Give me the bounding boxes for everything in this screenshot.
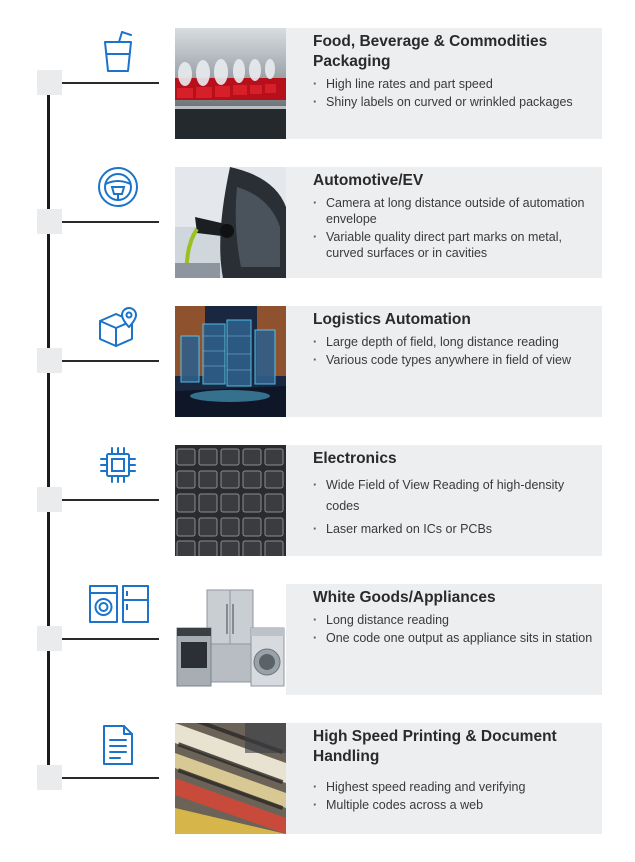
industry-card xyxy=(286,584,602,695)
automotive-ev-photo xyxy=(175,167,286,278)
timeline-node xyxy=(37,487,62,512)
industry-row-food xyxy=(0,28,635,140)
industry-card xyxy=(286,306,602,417)
bullet-item: · Various code types anywhere in field of view xyxy=(312,352,597,368)
bullet-list xyxy=(312,475,597,542)
bullet-item: · High line rates and part speed xyxy=(312,76,597,92)
steering-wheel-icon xyxy=(86,164,150,210)
washer-fridge-icon xyxy=(84,581,154,627)
bullet-list xyxy=(312,334,597,370)
industry-title: High Speed Printing & Document Handling xyxy=(313,728,557,765)
bullet-list xyxy=(312,76,597,112)
document-icon xyxy=(86,722,150,768)
industry-card xyxy=(286,445,602,556)
industry-card xyxy=(286,28,602,139)
industry-card xyxy=(286,167,602,278)
bullet-item: · Large depth of field, long distance reading xyxy=(312,334,597,350)
electronics-photo xyxy=(175,445,286,556)
timeline-node xyxy=(37,626,62,651)
industry-title: White Goods/Appliances xyxy=(313,589,496,606)
industry-row-printing xyxy=(0,723,635,835)
industry-title: Automotive/EV xyxy=(313,172,424,189)
package-location-icon xyxy=(86,304,150,350)
industry-row-white-goods xyxy=(0,584,635,696)
connector-line xyxy=(62,638,159,640)
industry-row-logistics xyxy=(0,306,635,418)
bullet-list xyxy=(312,779,597,815)
bullet-item: · Camera at long distance outside of automation envelope xyxy=(312,195,597,227)
white-goods-appliances-photo xyxy=(175,584,286,695)
food-packaging-photo xyxy=(175,28,286,139)
industry-title: Electronics xyxy=(313,450,397,467)
bullet-item: · Variable quality direct part marks on metal, curved surfaces or in cavities xyxy=(312,229,597,261)
bullet-item: · One code one output as appliance sits in station xyxy=(312,630,597,646)
bullet-list xyxy=(312,612,597,648)
printing-document-photo xyxy=(175,723,286,834)
industry-row-automotive xyxy=(0,167,635,279)
connector-line xyxy=(62,221,159,223)
cup-icon xyxy=(86,29,150,75)
timeline-node xyxy=(37,348,62,373)
timeline-node xyxy=(37,70,62,95)
bullet-item: · Long distance reading xyxy=(312,612,597,628)
industry-card xyxy=(286,723,602,834)
bullet-item: · Wide Field of View Reading of high-density codes xyxy=(312,475,597,517)
industry-row-electronics xyxy=(0,445,635,557)
bullet-item: · Multiple codes across a web xyxy=(312,797,597,813)
bullet-item: · Highest speed reading and verifying xyxy=(312,779,597,795)
bullet-item: · Laser marked on ICs or PCBs xyxy=(312,519,597,540)
industry-title: Logistics Automation xyxy=(313,311,471,328)
connector-line xyxy=(62,82,159,84)
industry-title: Food, Beverage & Commodities Packaging xyxy=(313,33,548,70)
timeline-node xyxy=(37,765,62,790)
chip-icon xyxy=(86,442,150,488)
connector-line xyxy=(62,777,159,779)
connector-line xyxy=(62,499,159,501)
connector-line xyxy=(62,360,159,362)
bullet-list xyxy=(312,195,597,263)
timeline-node xyxy=(37,209,62,234)
bullet-item: · Shiny labels on curved or wrinkled packages xyxy=(312,94,597,110)
logistics-automation-photo xyxy=(175,306,286,417)
